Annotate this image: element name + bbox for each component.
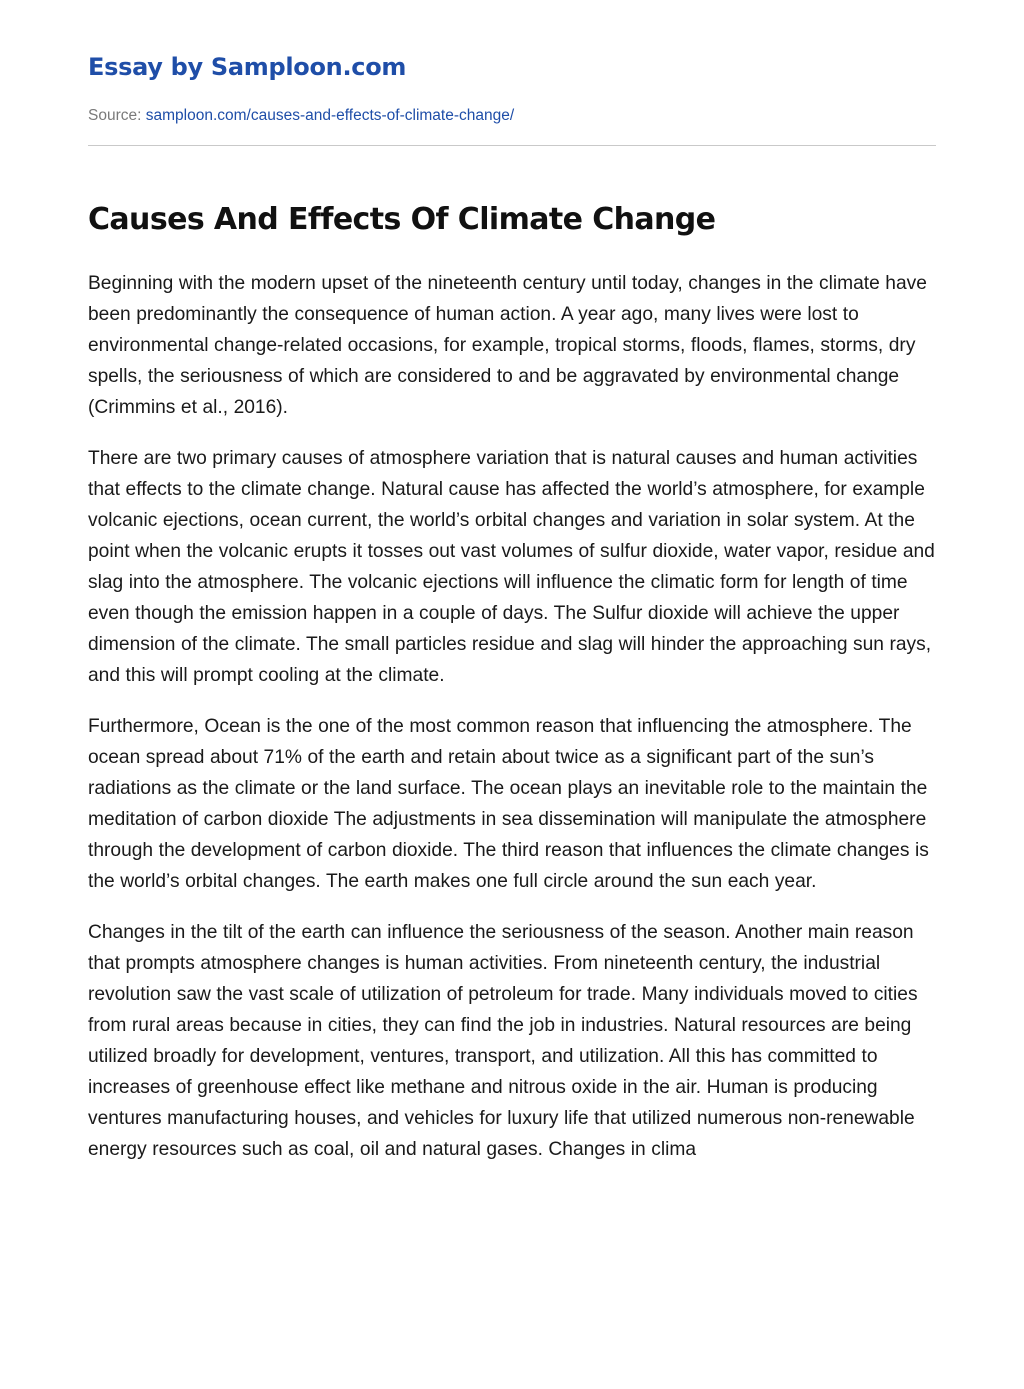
site-brand[interactable]: Essay by Samploon.com (88, 53, 407, 81)
essay-paragraph: Beginning with the modern upset of the nineteenth century until today, changes in the climate have been predominantly the consequence of human action. A year ago, many lives were lost to environmental change-related occasions, for example, tropical storms, floods, flames, storms, dry spells, the seriousness of which are considered to and be aggravated by environmental change (Crimmins et al., 2016). (88, 273, 927, 418)
essay-paragraph: There are two primary causes of atmosphere variation that is natural causes and human activities that effects to the climate change. Natural cause has affected the world’s atmosphere, for example volcanic ejections, ocean current, the world’s orbital changes and variation in solar system. At the point when the volcanic erupts it tosses out vast volumes of sulfur dioxide, water vapor, residue and slag into the atmosphere. The volcanic ejections will influence the climatic form for length of time even though the emission happen in a couple of days. The Sulfur dioxide will achieve the upper dimension of the climate. The small particles residue and slag will hinder the approaching sun rays, and this will prompt cooling at the climate. (88, 448, 935, 686)
header-divider (88, 145, 936, 146)
essay-body (88, 268, 936, 1185)
source-link[interactable]: samploon.com/causes-and-effects-of-climate-change/ (145, 107, 515, 124)
essay-paragraph: Changes in the tilt of the earth can influence the seriousness of the season. Another main reason that prompts atmosphere changes is human activities. From nineteenth century, the industrial revolution saw the vast scale of utilization of petroleum for trade. Many individuals moved to cities from rural areas because in cities, they can find the job in industries. Natural resources are being utilized broadly for development, ventures, transport, and utilization. All this has committed to increases of greenhouse effect like methane and nitrous oxide in the air. Human is producing ventures manufacturing houses, and vehicles for luxury life that utilized numerous non-renewable energy resources such as coal, oil and natural gases. Changes in clima (88, 922, 918, 1160)
source-label: Source: (88, 107, 142, 124)
source-line (88, 107, 514, 125)
essay-title: Causes And Effects Of Climate Change (88, 202, 716, 237)
essay-paragraph: Furthermore, Ocean is the one of the most common reason that influencing the atmosphere. The ocean spread about 71% of the earth and retain about twice as a significant part of the sun’s radiations as the climate or the land surface. The ocean plays an inevitable role to the maintain the meditation of carbon dioxide The adjustments in sea dissemination will manipulate the atmosphere through the development of carbon dioxide. The third reason that influences the climate changes is the world’s orbital changes. The earth makes one full circle around the sun each year. (88, 716, 929, 892)
